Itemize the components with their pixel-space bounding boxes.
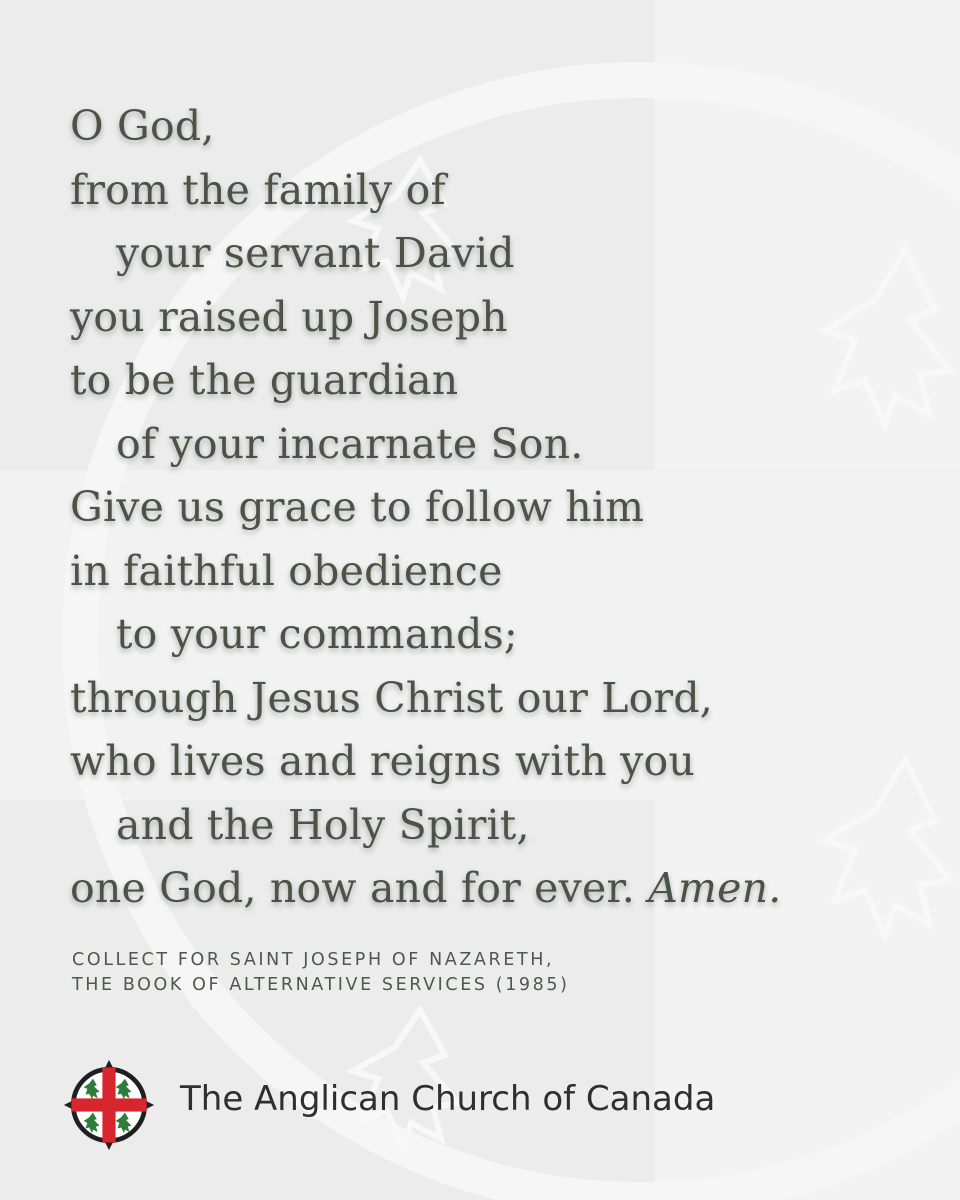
citation-line-2: THE BOOK OF ALTERNATIVE SERVICES (1985) (72, 975, 570, 995)
prayer-line: who lives and reigns with you (70, 737, 695, 785)
organization-name: The Anglican Church of Canada (180, 1079, 716, 1119)
prayer-text (70, 95, 930, 921)
prayer-line: and the Holy Spirit, (116, 800, 530, 849)
citation (72, 948, 892, 998)
prayer-line-final-text: one God, now and for ever. (70, 864, 635, 912)
prayer-line: of your incarnate Son. (116, 419, 584, 468)
anglican-church-compass-rose-cross-icon (62, 1058, 156, 1152)
prayer-line: from the family of (70, 165, 446, 214)
citation-line-1: COLLECT FOR SAINT JOSEPH OF NAZARETH, (72, 950, 555, 970)
prayer-line: to be the guardian (70, 356, 459, 404)
prayer-line: to your commands; (116, 610, 518, 658)
prayer-line: O God, (70, 102, 215, 150)
prayer-line-final (70, 857, 930, 921)
prayer-line: in faithful obedience (70, 546, 503, 595)
amen-text: Amen. (648, 864, 782, 912)
prayer-line: through Jesus Christ our Lord, (70, 673, 714, 722)
prayer-line: Give us grace to follow him (70, 483, 645, 531)
prayer-line: your servant David (116, 229, 515, 277)
prayer-line: you raised up Joseph (70, 292, 508, 341)
